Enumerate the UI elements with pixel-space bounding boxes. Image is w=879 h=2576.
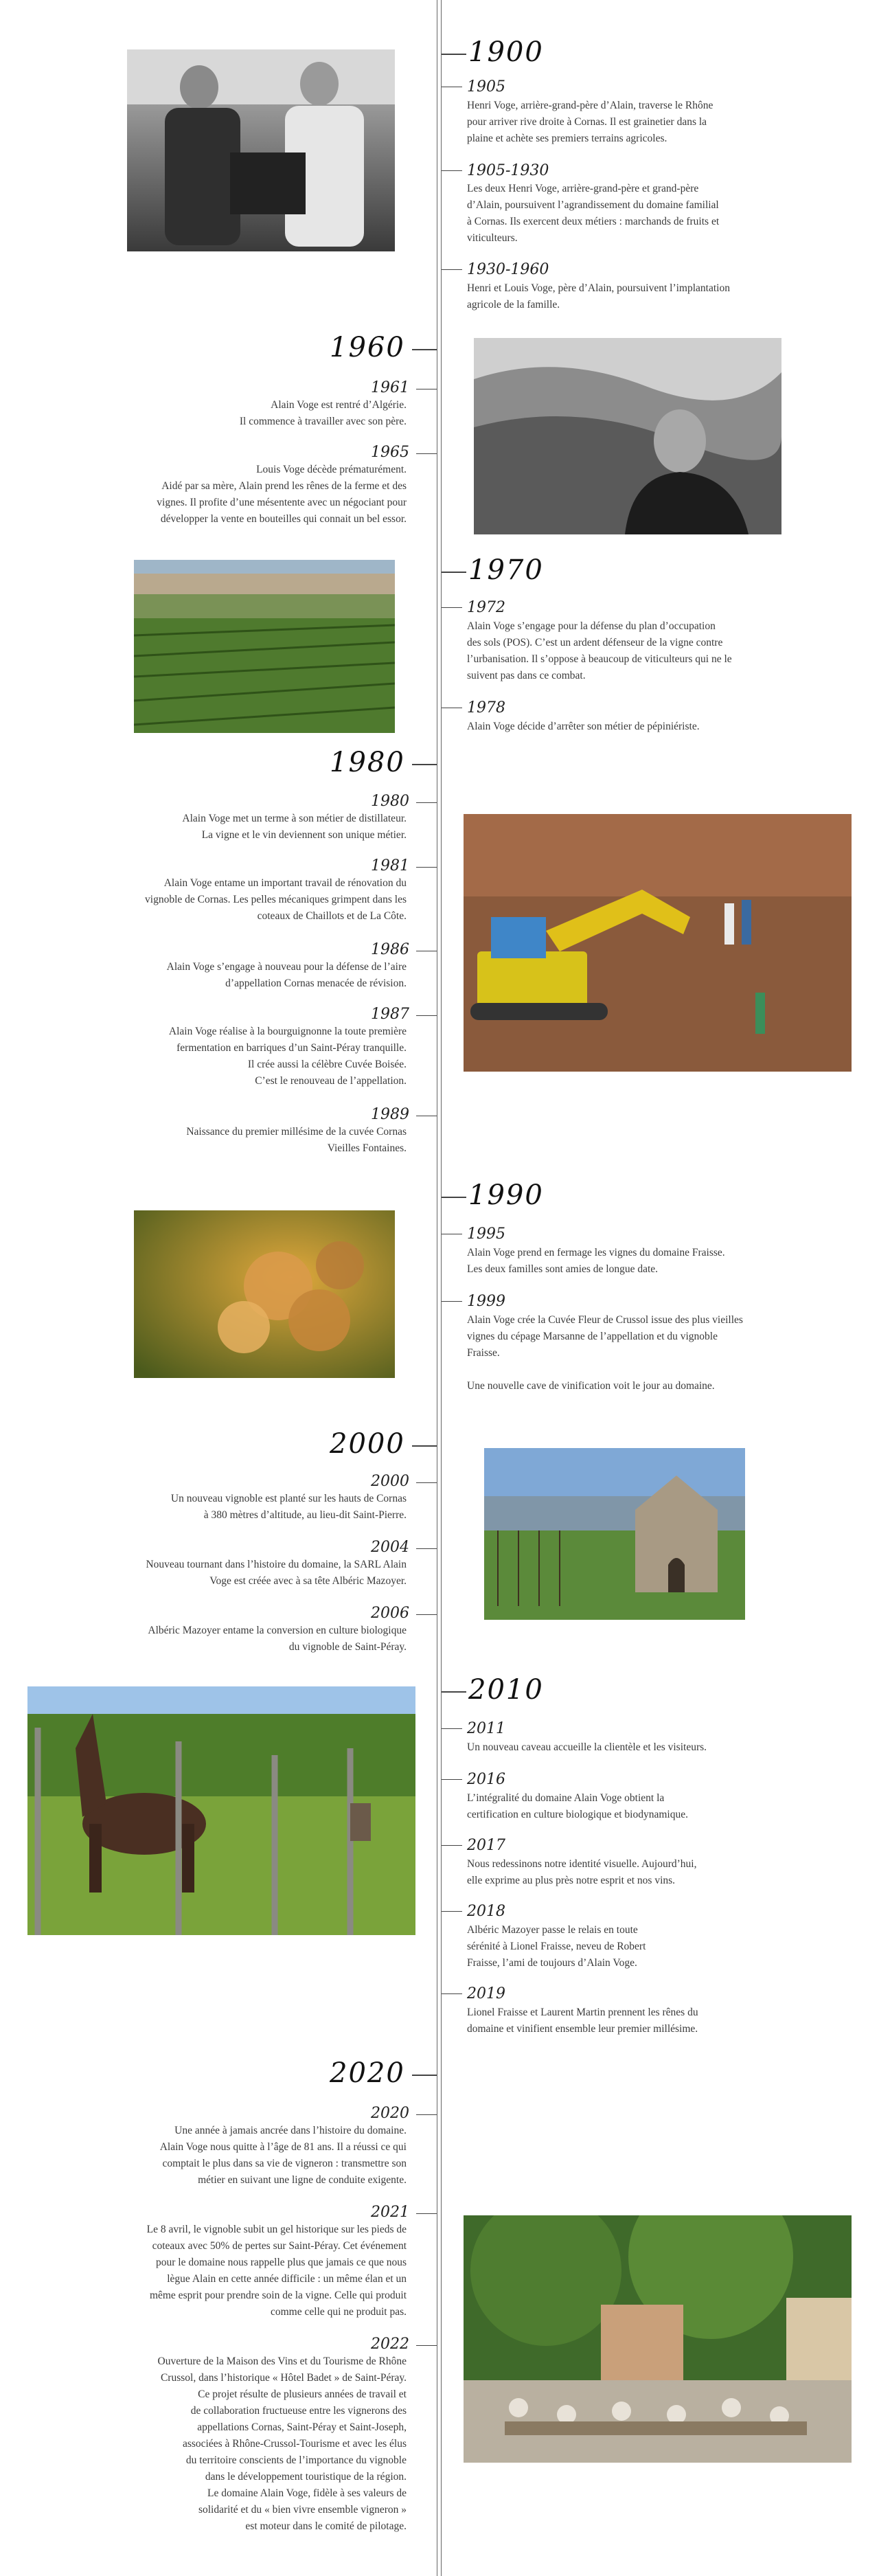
year-label-2000: 2000 [371,1473,409,1490]
year-tick [416,1015,437,1016]
year-label-2022: 2022 [371,2336,409,2353]
entry-text-1995: Alain Voge prend en fermage les vignes du domaine Fraisse. Les deux familles sont amies de longue date. [467,1247,725,1275]
entry-text-2011: Un nouveau caveau accueille la clientèle et les visiteurs. [467,1741,707,1753]
entry-text-2006: Albéric Mazoyer entame la conversion en culture biologique du vignoble de Saint-Péray. [148,1625,407,1653]
year-tick [416,1548,437,1549]
decade-label-1970: 1970 [468,554,544,586]
decade-label-2010: 2010 [468,1674,544,1706]
entry-text-1961: Alain Voge est rentré d’Algérie. Il commence à travailler avec son père. [239,399,407,427]
decade-label-1980: 1980 [330,747,405,778]
decade-tick [442,1197,466,1198]
year-tick [442,1911,462,1912]
year-label-1989: 1989 [371,1106,409,1123]
year-tick [416,867,437,868]
entry-text-1978: Alain Voge décide d’arrêter son métier de pépiniériste. [467,721,700,732]
entry-text-1905-1930: Les deux Henri Voge, arrière-grand-père et grand-père d’Alain, poursuivent l’agrandissement du domaine familial à Cornas. Ils exercent deux métiers : marchands de fruits et viticulteurs. [467,183,720,244]
year-label-1999: 1999 [467,1293,505,1310]
entry-text-2020: Une année à jamais ancrée dans l’histoire du domaine. Alain Voge nous quitte à l’âge de 81 ans. Il a réussi ce qui comptait le plus dans sa vie de vigneron : transmettre son métier en suivant une ligne de conduite exigente. [159,2125,407,2186]
decade-tick [442,54,466,55]
year-tick [416,802,437,803]
year-label-1980: 1980 [371,793,409,810]
timeline-spine [437,0,442,2576]
entry-text-1905: Henri Voge, arrière-grand-père d’Alain, traverse le Rhône pour arriver rive droite à Cornas. Il est grainetier dans la plaine et achète ses premiers terrains agricoles. [467,100,714,144]
year-tick [416,2114,437,2115]
photo-chapel-vineyard [484,1448,745,1620]
decade-label-1960: 1960 [330,332,405,363]
year-tick [442,1845,462,1846]
entry-text-2022: Ouverture de la Maison des Vins et du Tourisme de Rhône Crussol, dans l’historique « Hôtel Badet » de Saint-Péray. Ce projet résulte de plusieurs années de travail et de collaboration fructueuse entre les vignerons des appellations Cornas, Saint-Péray et Saint-Joseph, associées à Rhône-Crussol-Tourisme et avec les élus du territoire conscients de l’importance du vignoble dans le développement touristique de la région. Le domaine Alain Voge, fidèle à ses valeurs de solidarité et du « bien vivre ensemble vigneron » est moteur dans le comité de pilotage. [157,2355,407,2532]
entry-text-2004: Nouveau tournant dans l’histoire du domaine, la SARL Alain Voge est créée avec à sa tête Albéric Mazoyer. [146,1559,407,1587]
year-tick [442,1728,462,1729]
entry-text-1999: Alain Voge crée la Cuvée Fleur de Crussol issue des plus vieilles vignes du cépage Marsanne de l’appellation et du vignoble Fraisse. Une nouvelle cave de vinification voit le jour au domaine. [467,1314,743,1392]
decade-label-1900: 1900 [468,36,544,68]
photo-village-vineyards [134,560,395,733]
year-tick [416,2213,437,2214]
entry-text-2018: Albéric Mazoyer passe le relais en toute sérénité à Lionel Fraisse, neveu de Robert Fraisse, l’ami de toujours d’Alain Voge. [467,1924,646,1969]
entry-text-1980: Alain Voge met un terme à son métier de distillateur. La vigne et le vin deviennent son unique métier. [182,813,407,841]
year-label-1972: 1972 [467,599,505,616]
entry-text-1930-1960: Henri et Louis Voge, père d’Alain, poursuivent l’implantation agricole de la famille. [467,282,730,310]
entry-text-1981: Alain Voge entame un important travail de rénovation du vignoble de Cornas. Les pelles mécaniques grimpent dans les coteaux de Chaillots et de La Côte. [145,877,407,922]
year-label-1987: 1987 [371,1006,409,1023]
decade-label-2020: 2020 [330,2057,405,2089]
year-label-1978: 1978 [467,699,505,716]
decade-tick [412,349,437,350]
year-tick [416,453,437,454]
year-label-1930-1960: 1930-1960 [467,261,549,278]
year-label-2019: 2019 [467,1985,505,2002]
photo-grapes-closeup [134,1210,395,1378]
year-label-2006: 2006 [371,1605,409,1622]
entry-text-1987: Alain Voge réalise à la bourguignonne la toute première fermentation en barriques d’un Saint-Péray tranquille. Il crée aussi la célèbre Cuvée Boisée. C’est le renouveau de l’appellation. [168,1026,407,1087]
year-label-2011: 2011 [467,1720,505,1737]
year-label-1995: 1995 [467,1225,505,1243]
photo-excavator [464,814,852,1072]
year-tick [416,1482,437,1483]
year-tick [442,1779,462,1780]
year-tick [442,1301,462,1302]
year-tick [442,607,462,608]
year-label-1965: 1965 [371,444,409,461]
entry-text-1965: Louis Voge décède prématurément. Aidé par sa mère, Alain prend les rênes de la ferme et des vignes. Il profite d’une mésentente avec un négociant pour développer la vente en bouteilles qui connait un bel essor. [157,464,407,525]
year-label-1981: 1981 [371,857,409,874]
year-label-2018: 2018 [467,1903,505,1920]
entry-text-1986: Alain Voge s’engage à nouveau pour la défense de l’aire d’appellation Cornas menacée de révision. [166,961,407,989]
entry-text-2016: L’intégralité du domaine Alain Voge obtient la certification en culture biologique et biodynamique. [467,1792,688,1820]
decade-tick [412,764,437,765]
entry-text-2021: Le 8 avril, le vignoble subit un gel historique sur les pieds de coteaux avec 50% de pertes sur Saint-Péray. Cet événement pour le domaine nous rappelle plus que jamais ce que nous lègue Alain en cette année difficile : un même élan et un même esprit pour prendre soin de la vigne. Celle qui produit comme celle qui ne produit pas. [146,2224,407,2318]
entry-text-2017: Nous redessinons notre identité visuelle. Aujourd’hui, elle exprime au plus près notre esprit et nos vins. [467,1858,697,1886]
year-label-2017: 2017 [467,1837,505,1854]
decade-tick [412,2075,437,2076]
decade-label-1990: 1990 [468,1179,544,1211]
entry-text-1972: Alain Voge s’engage pour la défense du plan d’occupation des sols (POS). C’est un ardent défenseur de la vigne contre l’urbanisation. Il s’oppose à beaucoup de viticulteurs qui ne le suivent pas dans ce combat. [467,620,732,681]
year-label-2004: 2004 [371,1539,409,1556]
photo-winemakers-bw [127,49,395,251]
photo-courtyard-gathering [464,2215,852,2463]
year-label-2021: 2021 [371,2204,409,2221]
year-tick [416,2345,437,2346]
year-label-1986: 1986 [371,941,409,958]
year-tick [442,269,462,270]
year-label-2020: 2020 [371,2105,409,2122]
decade-label-2000: 2000 [330,1428,405,1460]
entry-text-2000: Un nouveau vignoble est planté sur les hauts de Cornas à 380 mètres d’altitude, au lieu-dit Saint-Pierre. [170,1493,407,1521]
year-tick [442,170,462,171]
year-tick [416,1614,437,1615]
decade-tick [412,1445,437,1447]
year-label-1905: 1905 [467,78,505,95]
decade-tick [442,572,466,573]
year-label-2016: 2016 [467,1771,505,1788]
entry-text-2019: Lionel Fraisse et Laurent Martin prennent les rênes du domaine et vinifient ensemble leur premier millésime. [467,2007,698,2035]
year-tick [442,1993,462,1994]
photo-alain-vineyard-bw [474,338,781,534]
year-label-1961: 1961 [371,379,409,396]
decade-tick [442,1691,466,1693]
entry-text-1989: Naissance du premier millésime de la cuvée Cornas Vieilles Fontaines. [186,1126,407,1154]
photo-horse-ploughing [27,1686,415,1935]
year-label-1905-1930: 1905-1930 [467,162,549,179]
